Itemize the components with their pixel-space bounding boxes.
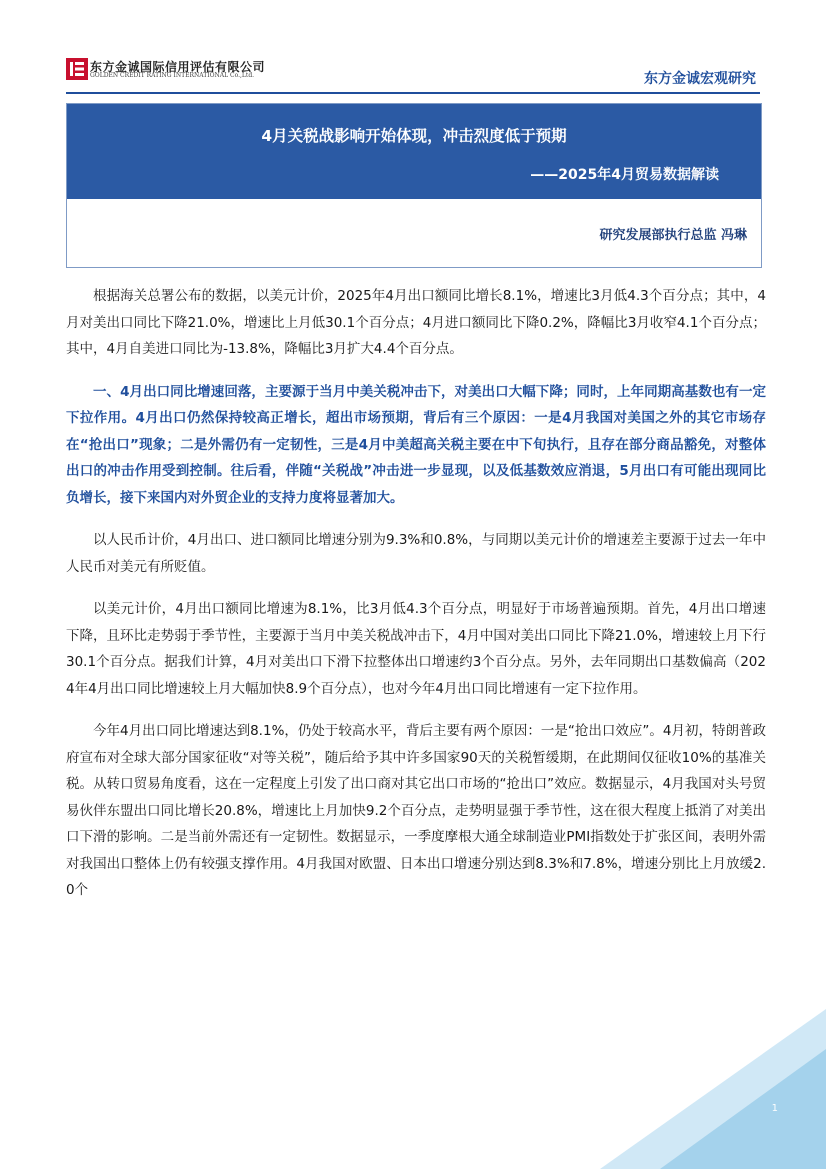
report-title: 4月关税战影响开始体现，冲击烈度低于预期 (261, 127, 567, 145)
company-name-en: GOLDEN CREDIT RATING INTERNATIONAL Co.,Ltd. (90, 72, 255, 79)
paragraph-key-finding: 一、4月出口同比增速回落，主要源于当月中美关税冲击下，对美出口大幅下降；同时，上年同期高基数也有一定下拉作用。4月出口仍然保持较高正增长，超出市场预期，背后有三个原因：一是4月我国对美国之外的其它市场存在“抢出口”现象；二是外需仍有一定韧性，三是4月中美超高关税主要在中下旬执行，且存在部分商品豁免，对整体出口的冲击作用受到控制。往后看，伴随“关税战”冲击进一步显现，以及低基数效应消退，5月出口有可能出现同比负增长，接下来国内对外贸企业的支持力度将显著加大。 (66, 383, 766, 506)
company-logo-icon (66, 58, 88, 80)
report-author: 研究发展部执行总监 冯琳 (599, 228, 747, 243)
paragraph-intro: 根据海关总署公布的数据，以美元计价，2025年4月出口额同比增长8.1%，增速比3月低4.3个百分点；其中，4月对美出口同比下降21.0%，增速比上月低30.1个百分点；4月进口额同比下降0.2%，降幅比3月收窄4.1个百分点；其中，4月自美进口同比为-13.8%，降幅比3月扩大4.4个百分点。 (66, 288, 766, 357)
paragraph-usd-analysis: 以美元计价，4月出口额同比增速为8.1%，比3月低4.3个百分点，明显好于市场普遍预期。首先，4月出口增速下降，且环比走势弱于季节性，主要源于当月中美关税战冲击下，4月中国对美出口同比下降21.0%，增速较上月下行30.1个百分点。据我们计算，4月对美出口下滑下拉整体出口增速约3个百分点。另外，去年同期出口基数偏高（2024年4月出口同比增速较上月大幅加快8.9个百分点），也对今年4月出口同比增速有一定下拉作用。 (66, 601, 766, 697)
report-body (66, 283, 766, 920)
title-band (67, 104, 761, 199)
paragraph-rmb: 以人民币计价，4月出口、进口额同比增速分别为9.3%和0.8%，与同期以美元计价的增速差主要源于过去一年中人民币对美元有所贬值。 (66, 532, 766, 575)
research-brand: 东方金诚宏观研究 (644, 71, 756, 87)
report-title-box (66, 103, 762, 268)
page-header (0, 0, 826, 100)
header-divider (66, 92, 760, 94)
report-subtitle: ——2025年4月贸易数据解读 (530, 167, 719, 183)
paragraph-reasons: 今年4月出口同比增速达到8.1%，仍处于较高水平，背后主要有两个原因：一是“抢出口效应”。4月初，特朗普政府宣布对全球大部分国家征收“对等关税”，随后给予其中许多国家90天的关税暂缓期，在此期间仅征收10%的基准关税。从转口贸易角度看，这在一定程度上引发了出口商对其它出口市场的“抢出口”效应。数据显示，4月我国对头号贸易伙伴东盟出口同比增长20.8%，增速比上月加快9.2个百分点，走势明显强于季节性，这在很大程度上抵消了对美出口下滑的影响。二是当前外需还有一定韧性。数据显示，一季度摩根大通全球制造业PMI指数处于扩张区间，表明外需对我国出口整体上仍有较强支撑作用。4月我国对欧盟、日本出口增速分别达到8.3%和7.8%，增速分别比上月放缓2.0个 (66, 723, 766, 898)
page-corner-decoration (600, 1009, 826, 1169)
page-number: 1 (771, 1103, 778, 1114)
company-name-cn: 东方金诚国际信用评估有限公司 (90, 60, 266, 74)
